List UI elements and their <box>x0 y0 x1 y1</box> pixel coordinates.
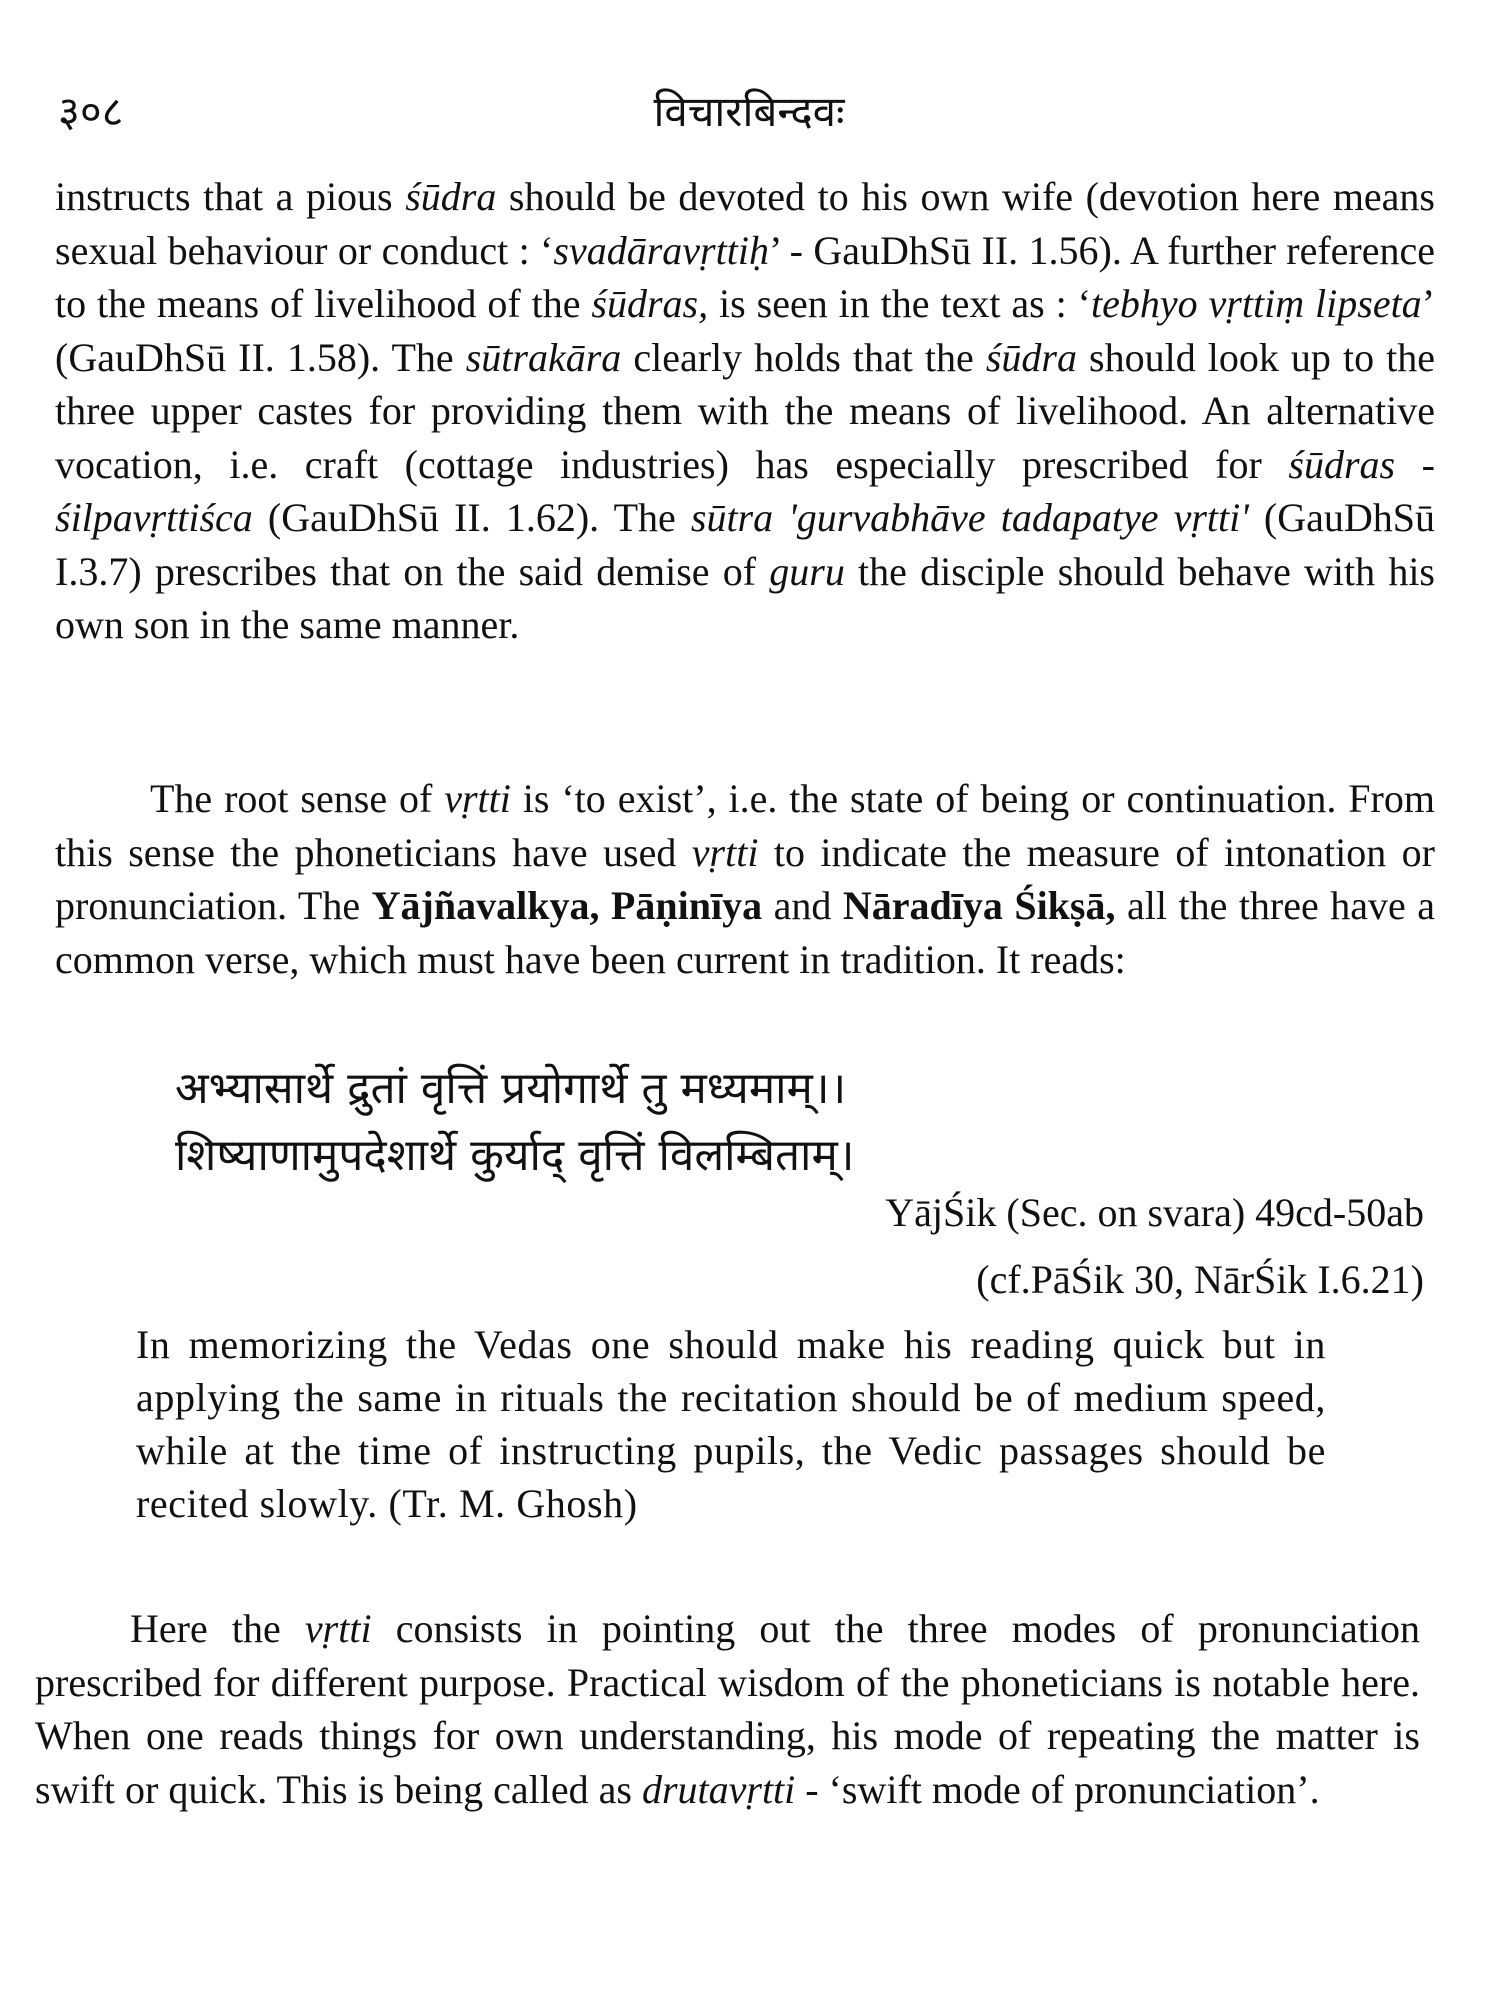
text-run: to indicate the measure of intonation or pronunciation. The <box>55 829 1435 928</box>
text-run: Here the <box>130 1606 305 1651</box>
text-run: the disciple should behave with his own son in the same manner. <box>55 548 1436 647</box>
italic-term: sūtra 'gurvabhāve tadapatye vṛtti' <box>690 495 1249 540</box>
text-run: ’ - GauDhSū II. 1.56). A further reference to the means of livelihood of the <box>55 227 1435 326</box>
text-run: should look up to the three upper castes for providing them with the means of livelihood. An alternative vocation, i.e. craft (cottage industries) has especially prescribed for <box>55 334 1435 487</box>
italic-term: drutavṛtti <box>641 1766 796 1812</box>
citation-line-2: (cf.PāŚik 30, NārŚik I.6.21) <box>976 1257 1424 1302</box>
italic-term: sūtrakāra <box>465 334 622 380</box>
italic-term: vṛtti <box>304 1606 372 1651</box>
italic-term: guru <box>769 548 845 594</box>
text-run: all the three have a common verse, which must have been current in tradition. It reads: <box>55 883 1436 982</box>
italic-term: tebhyo vṛttiṃ lipseta <box>1091 281 1422 326</box>
paragraph-2 <box>55 772 1435 986</box>
verse-translation: In memorizing the Vedas one should make his reading quick but in applying the same in rituals the recitation should be of medium speed, while at the time of instructing pupils, the Vedic passages should be recited slowly. (Tr. M. Ghosh) <box>136 1322 1326 1526</box>
text-run: - ‘swift mode of pronunciation’. <box>795 1766 1320 1812</box>
italic-term: vṛtti <box>444 776 511 821</box>
text-run: consists in pointing out the three modes of pronunciation prescribed for different purpose. Practical wisdom of the phoneticians is notable here. When one reads things for own understanding, his mode of repeating the matter is swift or quick. This is being called as <box>35 1606 1420 1812</box>
text-run: clearly holds that the <box>621 334 986 380</box>
bold-term: Yājñavalkya, Pāṇinīya <box>371 883 763 928</box>
sanskrit-verse-line-2: शिष्याणामुपदेशार्थे कुर्याद् वृत्तिं विलम्बिताम्। <box>175 1130 855 1181</box>
italic-term: vṛtti <box>691 829 759 875</box>
text-run: should be devoted to his own wife (devotion here means sexual behaviour or conduct : ‘ <box>55 174 1435 273</box>
text-run: ’ (GauDhSū II. 1.58). The <box>55 281 1436 380</box>
text-run: (GauDhSū I.3.7) prescribes that on the said demise of <box>55 495 1436 594</box>
text-run: (GauDhSū II. 1.62). The <box>252 495 691 540</box>
text-run: The root sense of <box>150 776 445 821</box>
sanskrit-verse-line-1: अभ्यासार्थे द्रुतां वृत्तिं प्रयोगार्थे तु मध्यमाम्।। <box>175 1063 847 1114</box>
text-run: is ‘to exist’, i.e. the state of being or continuation. From this sense the phoneticians have used <box>55 776 1435 875</box>
bold-term: Nāradīya Śikṣā, <box>842 883 1116 928</box>
text-run: and <box>762 883 843 928</box>
italic-term: śūdras - śilpavṛttiśca <box>55 441 1435 540</box>
paragraph-1 <box>55 170 1435 652</box>
paragraph-3 <box>35 1602 1420 1816</box>
page-number: ३०८ <box>58 87 124 136</box>
citation-line-1: YājŚik (Sec. on svara) 49cd-50ab <box>885 1190 1424 1235</box>
text-run: is seen in the text as : ‘ <box>708 281 1091 326</box>
italic-term: śūdra <box>985 334 1077 380</box>
text-run: instructs that a pious <box>55 174 406 219</box>
running-title: विचारबिन्दवः <box>653 87 845 136</box>
italic-term: svadāravṛttiḥ <box>553 227 769 273</box>
page-header <box>58 82 1440 142</box>
italic-term: śūdras, <box>591 281 709 326</box>
italic-term: śūdra <box>405 174 497 219</box>
